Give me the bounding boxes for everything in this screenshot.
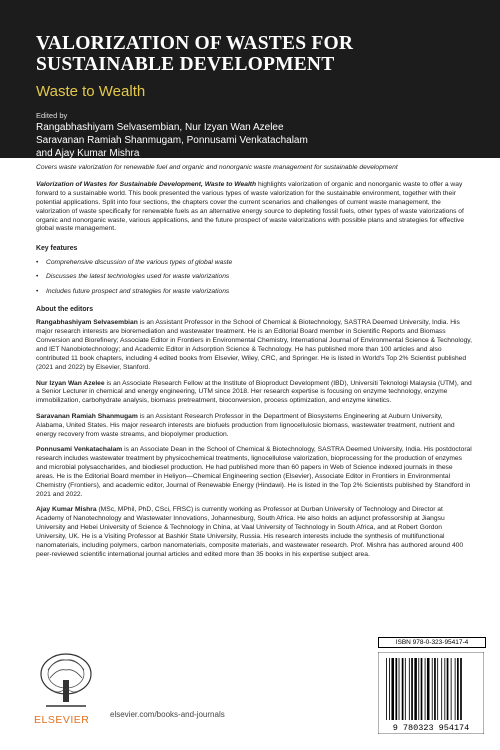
editors-list <box>36 121 476 160</box>
feature-text: Discusses the latest technologies used for waste valorizations <box>46 273 230 281</box>
description-book-title: Valorization of Wastes for Sustainable Development, Waste to Wealth <box>36 180 257 188</box>
cover-body <box>36 164 472 566</box>
edited-by-label: Edited by <box>36 111 68 120</box>
feature-text: Includes future prospect and strategies for waste valorizations <box>46 287 230 295</box>
isbn-label: ISBN 978-0-323-95417-4 <box>378 637 486 648</box>
key-features-heading: Key features <box>36 245 78 253</box>
editor-name: Saravanan Ramiah Shanmugam <box>36 412 138 420</box>
editors-line-3: and Ajay Kumar Mishra <box>36 148 140 159</box>
editors-line-1: Rangabhashiyam Selvasembian, Nur Izyan Wan Azelee <box>36 122 284 133</box>
feature-item <box>36 288 472 297</box>
feature-text: Comprehensive discussion of the various types of global waste <box>46 259 233 267</box>
book-subtitle: Waste to Wealth <box>36 83 146 100</box>
editor-name: Nur Izyan Wan Azelee <box>36 379 105 387</box>
editor-bio-text: (MSc, MPhil, PhD, CSci, FRSC) is currently working as Professor at Durban University of Technology and Director at Academy of Nanotechnology and Wastewater Innovations, Johannesburg, South Africa. He also holds an adjunct professorship at Jiangsu University and Hebei University of Science & Technology in China, at Vaal University of Technology in South Africa, and at Robert Gordon University, UK. He is a Visiting Professor at Bashkir State University, Russia. His research interests include the synthesis of multifunctional nanomaterials, including polymers, carbon nanomaterials, composite materials, and wastewater research. Prof. Mishra has authored around 400 peer-reviewed scientific international journal articles and edited more than 35 books in his expertise subject area. <box>36 506 464 558</box>
feature-item <box>36 273 472 282</box>
editor-bio-text: is an Assistant Professor in the School of Chemical & Biotechnology, SASTRA Deemed University, India. His major research interests are bioremediation and wastewater treatment. He is an Editorial Board member in Scientific Reports and Biomass Conversion and Biorefinery; Associate Editor in Frontiers in Environmental Chemistry, International Journal of Environmental Science & Technology, and IET Nanobiotechnology; and Academic Editor in Adsorption Science & Technology. He has published more than 100 articles and also contributed 11 book chapters, including 4 edited books from Elsevier, Wiley, CRC, and Springer. He is listed in World's Top 2% Scientist published (2021 and 2022) by Elsevier, Stanford. <box>36 319 473 371</box>
editor-bio <box>36 319 472 372</box>
barcode-digits: 9 780323 954174 <box>392 723 470 733</box>
editor-bio <box>36 446 472 499</box>
elsevier-tree-logo-icon <box>36 650 96 714</box>
title-line-1: VALORIZATION OF WASTES FOR <box>36 33 354 54</box>
editor-bio <box>36 506 472 559</box>
description-text: highlights valorization of organic and nonorganic waste to offer a way forward to a sustainable world. This book presented the various types of waste valorization for the sustainable environment, together with their potential applications. Split into four sections, the chapters cover the current scenarios and challenges of current waste management, the valorization of waste specifically for renewable fuels as an alternative energy source to depleting fossil fuels, other types of waste valorizations of organic and nonorganic waste, various applications, and the future prospect of waste valorizations with possible plans and strategies for effective global waste management. <box>36 180 465 233</box>
title-line-2: SUSTAINABLE DEVELOPMENT <box>36 54 335 75</box>
editors-line-2: Saravanan Ramiah Shanmugam, Ponnusami Venkatachalam <box>36 135 308 146</box>
editor-bio-text: is an Associate Research Fellow at the Institute of Bioproduct Development (IBD), Universiti Teknologi Malaysia (UTM), and a Senior Lecturer in chemical and energy engineering, UTM since 2018. Her research expertise is focusing on enzyme technology, enzyme immobilization, carbohydrate analysis, biomass pretreatment, bioconversion, process optimization, and enzyme kinetics. <box>36 379 472 405</box>
editor-name: Rangabhashiyam Selvasembian <box>36 319 138 327</box>
book-description <box>36 181 472 234</box>
bullet-icon: • <box>36 273 39 281</box>
editor-bio-text: is an Assistant Research Professor in the Department of Biosystems Engineering at Auburn University, Alabama, United States. His major research interests are biofuels production from lignocellulosic biomass, wastewater treatment, nutrient and energy recovery from waste streams, and biopolymer production. <box>36 412 455 438</box>
editor-bio <box>36 380 472 407</box>
bullet-icon: • <box>36 259 39 267</box>
book-title <box>36 33 476 75</box>
feature-item <box>36 259 472 268</box>
about-editors-heading: About the editors <box>36 305 94 313</box>
editor-name: Ajay Kumar Mishra <box>36 506 97 514</box>
key-features-list <box>36 259 472 296</box>
cover-header <box>0 0 500 158</box>
publisher-website[interactable]: elsevier.com/books-and-journals <box>110 710 225 719</box>
tagline: Covers waste valorization for renewable fuel and organic and nonorganic waste management for sustainable development <box>36 164 398 171</box>
editor-bio <box>36 413 472 440</box>
editor-bio-text: is an Associate Dean in the School of Chemical & Biotechnology, SASTRA Deemed University, India. His postdoctoral research includes wastewater treatment by physicochemical treatments, lignocellulose valorization, bioprocessing for the production of enzymes and microbial polysaccharides, and biodiesel production. He had published more than 60 papers in Web of Science indexed journals in these areas. He is the Editorial Board member in Heliyon—Chemical Engineering section (Elsevier), Associate Editor in Frontiers in Environmental Chemistry (Frontiers), and academic editor, Journal of Renewable Energy (Hindawi). He is listed in the Top 2% Scientists published by Standford in 2021 and 2022. <box>36 446 472 498</box>
bullet-icon: • <box>36 287 39 295</box>
isbn-barcode <box>378 652 484 734</box>
publisher-name: ELSEVIER <box>34 714 90 726</box>
editor-name: Ponnusami Venkatachalam <box>36 446 123 454</box>
